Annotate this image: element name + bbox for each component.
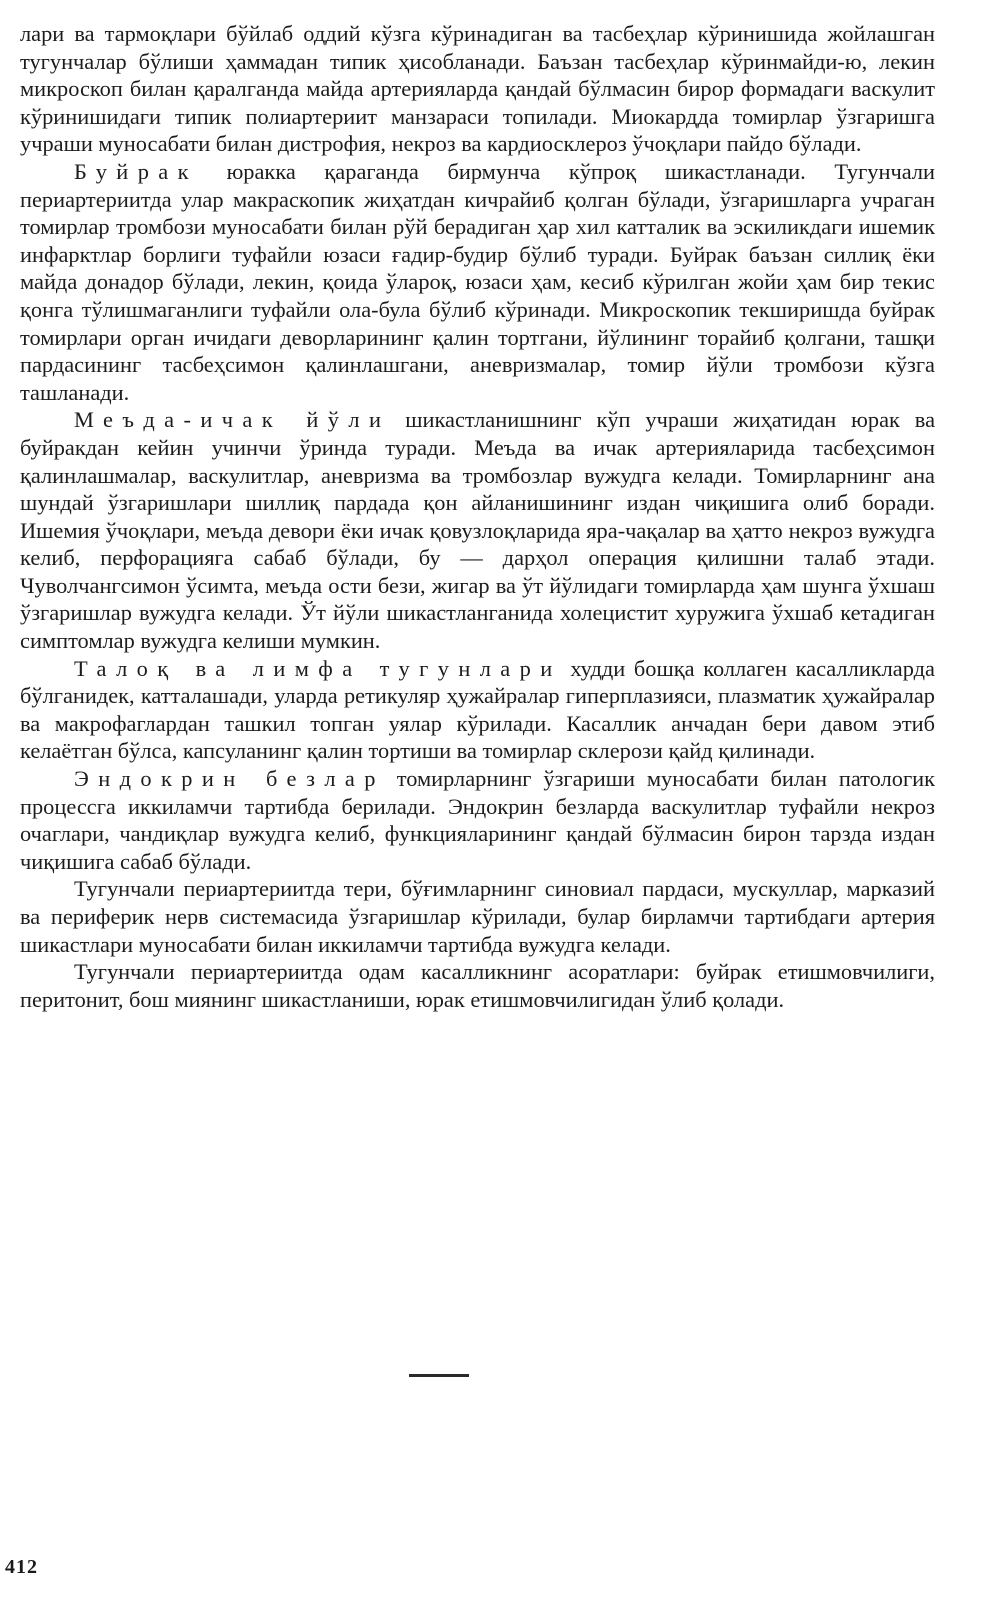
paragraph-endocrine (20, 765, 935, 875)
paragraph-skin-joints (20, 875, 935, 958)
paragraph-text: лари ва тармоқлари бўйлаб оддий кўзга кўринадиган ва тасбеҳлар кўринишида жойлашган тугунчалар бўлиши ҳаммадан типик ҳисобланади. Баъзан тасбеҳлар кўринмайди-ю, лекин микроскоп билан қаралганда майда артерияларда қандай бўлмасин бирор формадаги васкулит кўринишидаги типик полиартериит манзараси топилади. Миокардда томирлар ўзгаришга учраши муносабати билан дистрофия, некроз ва кардиосклероз ўчоқлари пайдо бўлади. (20, 21, 935, 157)
section-divider (409, 1374, 469, 1377)
paragraph-complications (20, 958, 935, 1013)
paragraph-gastrointestinal (20, 406, 935, 654)
section-lead: Эндокрин безлар (74, 766, 385, 792)
section-lead: Буйрак (74, 158, 198, 184)
paragraph-text: Тугунчали периартериитда одам касалликнинг асоратлари: буйрак етишмовчилиги, перитонит, бош миянинг шикастланиши, юрак етишмовчилигидан ўлиб қолади. (20, 959, 935, 1012)
paragraph-intro (20, 20, 935, 158)
page-body (20, 20, 935, 1013)
paragraph-text: шикастланишнинг кўп учраши жиҳатидан юрак ва буйракдан кейин учинчи ўринда туради. Меъда ва ичак артерияларида тасбеҳсимон қалинлашмалар, васкулитлар, аневризма ва тромбозлар вужудга келади. Томирларнинг ана шундай ўзгаришлари шиллиқ пардада қон айланишининг издан чиқишига олиб боради. Ишемия ўчоқлари, меъда девори ёки ичак қовузлоқларида яра-чақалар ва ҳатто некроз вужудга келиб, перфорацияга сабаб бўлади, бу — дарҳол операция қилишни талаб этади. Чуволчангсимон ўсимта, меъда ости бези, жигар ва ўт йўлидаги томирларда ҳам шунга ўхшаш ўзгаришлар вужудга келади. Ўт йўли шикастланганида холецистит хуружига ўхшаб кетадиган симптомлар вужудга келиши мумкин. (20, 407, 936, 654)
section-lead: Талоқ ва лимфа тугунлари (74, 655, 562, 681)
paragraph-text: томирларнинг ўзгариши муносабати билан патологик процессга иккиламчи тартибда берилади. Эндокрин безларда васкулитлар туфайли некроз очаглари, чандиқлар вужудга келиб, функцияларининг қандай бўлмасин бирон тарзда издан чиқишига сабаб бўлади. (20, 766, 935, 874)
paragraph-kidney (20, 158, 935, 406)
paragraph-text: худди бошқа коллаген касалликларда бўлганидек, катталашади, уларда ретикуляр ҳужайралар гиперплазияси, плазматик ҳужайралар ва макрофаглардан ташкил топган уялар кўрилади. Касаллик анчадан бери давом этиб келаётган бўлса, капсуланинг қалин тортиши ва томирлар склерози қайд қилинади. (20, 655, 935, 764)
paragraph-text: юракка қараганда бирмунча кўпроқ шикастланади. Тугунчали периартериитда улар макраскопик жиҳатдан кичрайиб қолган бўлади, ўзгаришларга учраган томирлар тромбози муносабати билан рўй берадиган ҳар хил катталик ва эскиликдаги ишемик инфарктлар борлиги туфайли юзаси ғадир-будир бўлиб туради. Буйрак баъзан силлиқ ёки майда донадор бўлади, лекин, қоида ўлароқ, юзаси ҳам, кесиб кўрилган жойи ҳам бир текис қонга тўлишмаганлиги туфайли ола-була бўлиб кўринади. Микроскопик текширишда буйрак томирлари орган ичидаги деворларининг қалин тортгани, йўлининг торайиб қолгани, ташқи пардасининг тасбеҳсимон қалинлашгани, аневризмалар, томир йўли тромбози кўзга ташланади. (20, 158, 935, 405)
paragraph-spleen-lymph (20, 655, 935, 765)
page-number: 412 (5, 1556, 38, 1578)
section-lead: Меъда-ичак йўли (74, 407, 391, 433)
paragraph-text: Тугунчали периартериитда тери, бўғимларнинг синовиал пардаси, мускуллар, марказий ва периферик нерв системасида ўзгаришлар кўрилади, булар бирламчи тартибдаги артерия шикастлари муносабати билан иккиламчи тартибда вужудга келади. (20, 876, 935, 957)
